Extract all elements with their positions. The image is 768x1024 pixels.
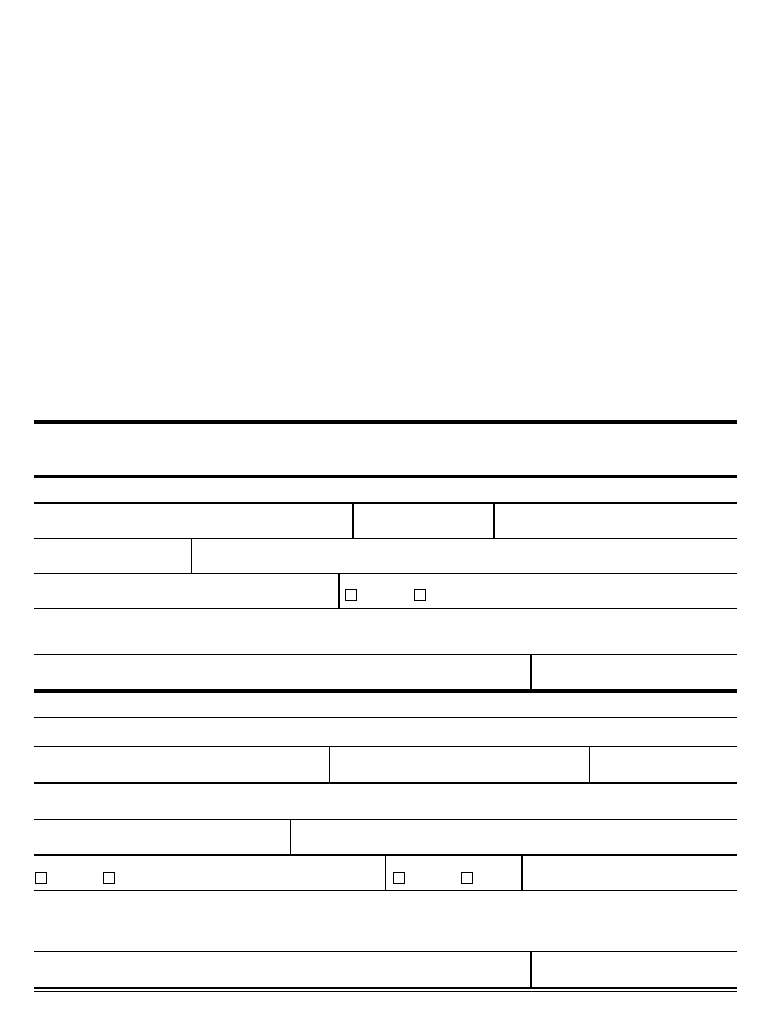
section-b-field-4[interactable] xyxy=(330,747,589,782)
section-a-field-3[interactable] xyxy=(495,504,737,538)
section-a-row-3-divider xyxy=(338,574,340,609)
section-a-field-2[interactable] xyxy=(354,504,493,538)
section-b-field-1[interactable] xyxy=(34,693,737,717)
section-b-field-8[interactable] xyxy=(291,820,737,854)
section-a-checkbox-1[interactable] xyxy=(345,589,357,601)
section-b-field-11[interactable] xyxy=(34,952,530,987)
bottom-rule-lower xyxy=(34,991,737,992)
section-a-checkbox-2[interactable] xyxy=(414,589,426,601)
section-a-field-8[interactable] xyxy=(34,655,530,689)
section-b-field-5[interactable] xyxy=(590,747,737,782)
section-a-field-9[interactable] xyxy=(532,655,737,689)
section-b-checkbox-4[interactable] xyxy=(461,872,473,884)
section-a-field-7[interactable] xyxy=(34,609,737,654)
section-b-field-3[interactable] xyxy=(34,747,329,782)
section-b-field-2[interactable] xyxy=(34,718,737,746)
section-b-field-10[interactable] xyxy=(34,891,737,951)
section-a-field-6[interactable] xyxy=(34,574,338,608)
section-a-field-1[interactable] xyxy=(34,504,352,538)
top-heavy-rule xyxy=(34,420,737,424)
section-a-field-5[interactable] xyxy=(192,539,737,573)
section-b-field-7[interactable] xyxy=(34,820,290,854)
section-b-checkbox-2[interactable] xyxy=(103,872,115,884)
section-b-field-6[interactable] xyxy=(34,784,737,819)
section-b-row-5-divider-1 xyxy=(385,856,386,890)
section-b-field-12[interactable] xyxy=(532,952,737,987)
section-b-checkbox-1[interactable] xyxy=(35,872,47,884)
section-b-checkbox-3[interactable] xyxy=(393,872,405,884)
bottom-rule-upper xyxy=(34,987,737,989)
section-a-field-4[interactable] xyxy=(34,539,191,573)
header-band-rule xyxy=(34,475,737,478)
section-b-field-9[interactable] xyxy=(523,856,737,890)
